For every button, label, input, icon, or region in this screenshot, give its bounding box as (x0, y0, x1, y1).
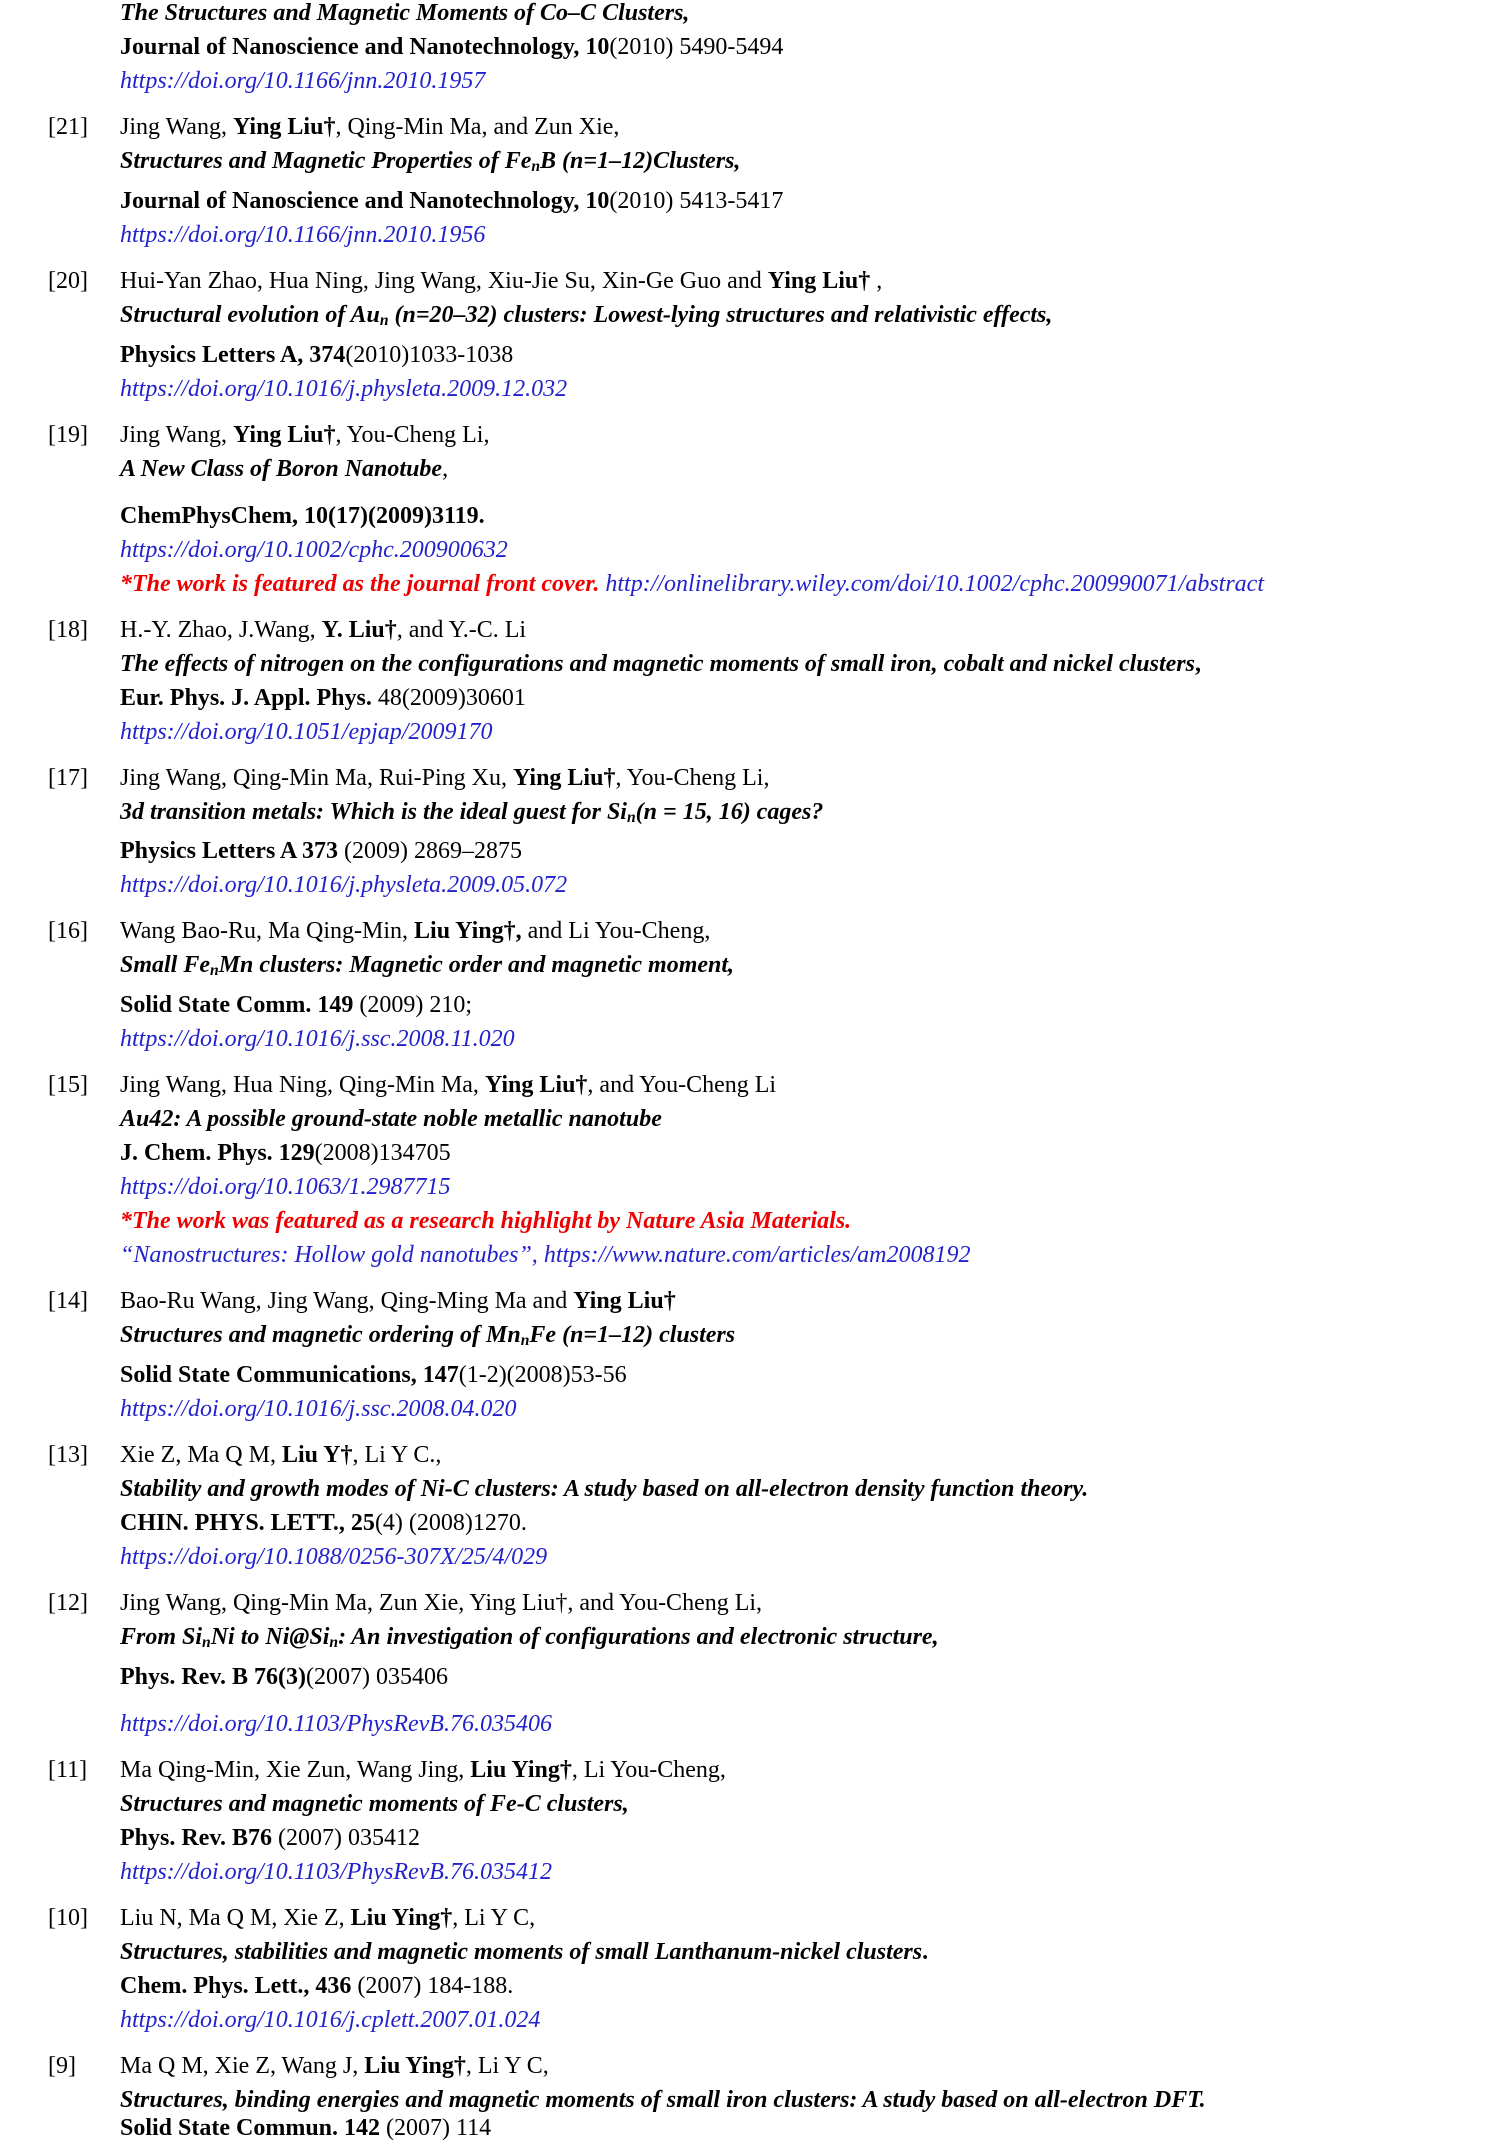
journal-text: (2007) 035406 (306, 1663, 448, 1690)
title-text: Fe (n=1–12) clusters (529, 1322, 736, 1349)
reference-entry (48, 1438, 1500, 1574)
reference-entry (48, 110, 1500, 252)
journal-text: (2010)1033-1038 (345, 341, 514, 368)
reference-doi-line (120, 1707, 1500, 1741)
title-text: Structures, stabilities and magnetic moments of small Lanthanum-nickel clusters (120, 1938, 923, 1965)
reference-authors-line (120, 1753, 1500, 1787)
reference-authors-line (120, 110, 1500, 144)
title-text: Ni to Ni@Si (210, 1623, 330, 1650)
reference-number: [19] (48, 421, 88, 448)
reference-journal-line (120, 30, 1500, 64)
reference-journal-line (120, 1660, 1500, 1694)
authors-text: Y. Liu† (321, 616, 397, 643)
hyperlink[interactable]: https://doi.org/10.1063/1.2987715 (120, 1174, 451, 1201)
journal-text: Eur. Phys. J. Appl. Phys. (120, 684, 372, 711)
reference-body (120, 1438, 1500, 1574)
authors-text: Jing Wang, Qing-Min Ma, Rui-Ping Xu, (120, 764, 513, 791)
reference-journal-line (120, 1821, 1500, 1855)
title-text: Au42: A possible ground-state noble metallic nanotube (120, 1106, 662, 1133)
reference-note-line (120, 1238, 1500, 1272)
reference-entry (48, 1753, 1500, 1889)
reference-doi-line (120, 2003, 1500, 2037)
title-text: The Structures and Magnetic Moments of Co–C Clusters, (120, 0, 690, 26)
reference-number: [16] (48, 918, 88, 945)
authors-text: and Li You-Cheng, (521, 918, 711, 945)
authors-text: Hui-Yan Zhao, Hua Ning, Jing Wang, Xiu-Jie Su, Xin-Ge Guo and (120, 267, 768, 294)
hyperlink[interactable]: https://doi.org/10.1016/j.physleta.2009.12.032 (120, 375, 568, 402)
journal-text: Physics Letters A 373 (120, 838, 338, 865)
hyperlink[interactable]: https://doi.org/10.1016/j.physleta.2009.05.072 (120, 872, 568, 899)
title-text: Mn clusters: Magnetic order and magnetic moment, (218, 952, 735, 979)
reference-doi-line (120, 1540, 1500, 1574)
reference-title-line (120, 795, 1500, 835)
journal-text: Journal of Nanoscience and Nanotechnology, 10 (120, 187, 610, 214)
reference-journal-line (120, 184, 1500, 218)
title-text: (n = 15, 16) cages? (635, 798, 824, 825)
reference-doi-line (120, 1170, 1500, 1204)
reference-doi-line (120, 64, 1500, 98)
reference-doi-line (120, 715, 1500, 749)
journal-text: ChemPhysChem, 10(17)(2009)3119. (120, 502, 485, 529)
authors-text: Ying Liu† (767, 267, 871, 294)
title-text: Small Fe (120, 952, 211, 979)
authors-text: Jing Wang, Qing-Min Ma, Zun Xie, Ying Liu†, and You-Cheng Li, (120, 1589, 763, 1616)
hyperlink[interactable]: http://onlinelibrary.wiley.com/doi/10.1002/cphc.200990071/abstract (605, 570, 1264, 597)
reference-number: [12] (48, 1589, 88, 1616)
reference-title-line (120, 647, 1500, 681)
journal-text: J. Chem. Phys. 129 (120, 1140, 315, 1167)
journal-text: (1-2)(2008)53-56 (458, 1361, 627, 1388)
reference-entry (48, 914, 1500, 1056)
authors-text: , Li Y C, (452, 1904, 536, 1931)
reference-authors-line (120, 1284, 1500, 1318)
hyperlink[interactable]: https://doi.org/10.1051/epjap/2009170 (120, 718, 493, 745)
title-text: Structures, binding energies and magnetic moments of small iron clusters: A study based on all-electron DFT. (120, 2086, 1206, 2113)
reference-authors-line (120, 2049, 1500, 2083)
authors-text: Jing Wang, (120, 114, 233, 140)
journal-text: Solid State Comm. 149 (120, 992, 354, 1019)
authors-text: Ying Liu† (512, 764, 616, 791)
reference-entry (48, 1586, 1500, 1741)
hyperlink[interactable]: https://doi.org/10.1002/cphc.200900632 (120, 536, 508, 563)
reference-number: [11] (48, 1756, 88, 1783)
reference-doi-line (120, 1855, 1500, 1889)
title-text: n (379, 311, 389, 329)
title-text: From Si (120, 1623, 203, 1650)
title-text: n (202, 1633, 211, 1651)
reference-number: [21] (48, 114, 88, 140)
authors-text: Liu Ying† (364, 2052, 466, 2079)
journal-text: Phys. Rev. B 76(3) (120, 1663, 306, 1690)
reference-number: [14] (48, 1288, 88, 1315)
title-text: Structures and Magnetic Properties of Fe (120, 148, 532, 174)
reference-journal-line (120, 338, 1500, 372)
reference-entry (48, 613, 1500, 749)
journal-text: (2010) 5490-5494 (609, 34, 784, 60)
reference-number: [20] (48, 267, 88, 294)
reference-journal-line (120, 834, 1500, 868)
authors-text: , Qing-Min Ma, and Zun Xie, (335, 114, 620, 140)
journal-text: Phys. Rev. B76 (120, 1824, 273, 1851)
reference-doi-line (120, 1392, 1500, 1426)
reference-note-line (120, 567, 1500, 601)
reference-body (120, 0, 1500, 98)
authors-text: Liu N, Ma Q M, Xie Z, (120, 1904, 351, 1931)
reference-title-line (120, 948, 1500, 988)
authors-text: , You-Cheng Li, (335, 421, 490, 448)
title-text: n (626, 808, 636, 826)
authors-text: Ma Q M, Xie Z, Wang J, (120, 2052, 365, 2079)
reference-authors-line (120, 1586, 1500, 1620)
authors-text: Jing Wang, Hua Ning, Qing-Min Ma, (120, 1072, 485, 1099)
reference-number: [13] (48, 1441, 88, 1468)
reference-title-line (120, 1620, 1500, 1660)
hyperlink[interactable]: https://doi.org/10.1016/j.cplett.2007.01.024 (120, 2006, 541, 2033)
reference-entry (48, 1284, 1500, 1426)
journal-text: 48(2009)30601 (371, 684, 526, 711)
reference-title-line (120, 1935, 1500, 1969)
authors-text: Wang Bao-Ru, Ma Qing-Min, (120, 918, 415, 945)
reference-authors-line (120, 1438, 1500, 1472)
authors-text: Xie Z, Ma Q M, (120, 1441, 282, 1468)
authors-text: , Li You-Cheng, (571, 1756, 726, 1783)
authors-text: , and Y.-C. Li (396, 616, 527, 643)
hyperlink[interactable]: https://doi.org/10.1088/0256-307X/25/4/029 (120, 1543, 548, 1570)
reference-title-line (120, 1318, 1500, 1358)
journal-text: (2008)134705 (314, 1140, 451, 1167)
title-text: (n=20–32) clusters: Lowest-lying structures and relativistic effects, (388, 301, 1053, 328)
reference-doi-line (120, 1022, 1500, 1056)
journal-text: (2009) 2869–2875 (337, 838, 522, 865)
reference-entry (48, 1068, 1500, 1272)
reference-doi-line (120, 218, 1500, 252)
reference-body (120, 418, 1500, 601)
reference-journal-line (120, 1358, 1500, 1392)
title-text: Stability and growth modes of Ni-C clusters: A study based on all-electron density function theory. (120, 1475, 1089, 1502)
reference-body (120, 1284, 1500, 1426)
reference-number: [10] (48, 1904, 88, 1931)
title-text: . (922, 1938, 929, 1965)
title-text: Structures and magnetic ordering of Mn (120, 1322, 521, 1349)
title-text: n (520, 1331, 530, 1349)
journal-text: CHIN. PHYS. LETT., 25 (120, 1509, 375, 1536)
authors-text: Ying Liu† (232, 114, 336, 140)
authors-text: Ying Liu† (232, 421, 336, 448)
journal-text: Solid State Communications, 147 (120, 1361, 459, 1388)
reference-number: [15] (48, 1072, 88, 1099)
journal-text: (2007) 114 (380, 2114, 492, 2141)
reference-journal-line (120, 1969, 1500, 2003)
reference-title-line (120, 298, 1500, 338)
title-text: , (1194, 650, 1201, 677)
reference-number: [9] (48, 2052, 76, 2079)
hyperlink[interactable]: https://doi.org/10.1016/j.ssc.2008.11.020 (120, 1026, 515, 1053)
reference-title-line (120, 1472, 1500, 1506)
title-text: n (329, 1633, 339, 1651)
authors-text: Liu Y† (281, 1441, 353, 1468)
authors-text: , and You-Cheng Li (587, 1072, 777, 1099)
title-text: B (n=1–12)Clusters, (540, 148, 741, 174)
authors-text: Liu Ying† (470, 1756, 572, 1783)
title-text: 3d transition metals: Which is the ideal guest for Si (120, 798, 627, 825)
reference-entry (48, 0, 1500, 98)
journal-text: (2007) 035412 (272, 1824, 420, 1851)
reference-entry (48, 761, 1500, 903)
reference-number (48, 0, 120, 98)
authors-text: Bao-Ru Wang, Jing Wang, Qing-Ming Ma and (120, 1288, 574, 1315)
reference-authors-line (120, 1068, 1500, 1102)
reference-title-line (120, 0, 1500, 30)
reference-title-line (120, 1102, 1500, 1136)
reference-authors-line (120, 1901, 1500, 1935)
reference-body (120, 264, 1500, 406)
title-text: : An investigation of configurations and electronic structure, (338, 1623, 939, 1650)
reference-entry (48, 418, 1500, 601)
journal-text: Solid State Commun. 142 (120, 2114, 381, 2141)
authors-text: Ma Qing-Min, Xie Zun, Wang Jing, (120, 1756, 471, 1783)
reference-authors-line (120, 264, 1500, 298)
journal-text: (2010) 5413-5417 (609, 187, 784, 214)
reference-body (120, 110, 1500, 252)
title-text: n (531, 157, 541, 175)
reference-title-line (120, 1787, 1500, 1821)
reference-number: [17] (48, 764, 88, 791)
reference-journal-line (120, 681, 1500, 715)
reference-body (120, 2049, 1500, 2145)
reference-body (120, 761, 1500, 903)
reference-doi-line (120, 372, 1500, 406)
reference-title-line (120, 144, 1500, 184)
reference-entry (48, 1901, 1500, 2037)
title-text: Structures and magnetic moments of Fe-C clusters, (120, 1790, 629, 1817)
journal-text: (4) (2008)1270. (374, 1509, 527, 1536)
journal-text: Journal of Nanoscience and Nanotechnology, 10 (120, 34, 610, 60)
reference-body (120, 1753, 1500, 1889)
reference-body (120, 1068, 1500, 1272)
reference-journal-line (120, 1136, 1500, 1170)
hyperlink[interactable]: https://doi.org/10.1166/jnn.2010.1957 (120, 68, 486, 94)
hyperlink[interactable]: https://www.nature.com/articles/am2008192 (543, 1242, 971, 1269)
title-text: , (442, 455, 449, 482)
hyperlink[interactable]: https://doi.org/10.1016/j.ssc.2008.04.020 (120, 1395, 517, 1422)
reference-doi-line (120, 868, 1500, 902)
reference-authors-line (120, 761, 1500, 795)
title-text: A New Class of Boron Nanotube (120, 455, 443, 482)
journal-text: Physics Letters A, 374 (120, 341, 346, 368)
title-text: Structural evolution of Au (120, 301, 380, 328)
reference-journal-line (120, 988, 1500, 1022)
authors-text: Liu Ying†, (414, 918, 522, 945)
authors-text: Jing Wang, (120, 421, 233, 448)
note-text: *The work was featured as a research highlight by Nature Asia Materials. (120, 1208, 852, 1235)
journal-text: (2007) 184-188. (351, 1972, 514, 1999)
reference-note-line (120, 1204, 1500, 1238)
reference-title-line (120, 452, 1500, 486)
authors-text: , Li Y C., (352, 1441, 442, 1468)
reference-journal-line (120, 499, 1500, 533)
reference-authors-line (120, 613, 1500, 647)
title-text: The effects of nitrogen on the configurations and magnetic moments of small iron, cobalt and nickel clusters (120, 650, 1195, 677)
authors-text: , Li Y C, (465, 2052, 549, 2079)
reference-authors-line (120, 418, 1500, 452)
hyperlink[interactable]: https://doi.org/10.1103/PhysRevB.76.035412 (120, 1858, 552, 1885)
journal-text: Chem. Phys. Lett., 436 (120, 1972, 352, 1999)
journal-text: (2009) 210; (353, 992, 472, 1019)
reference-doi-line (120, 533, 1500, 567)
reference-entry (48, 264, 1500, 406)
reference-body (120, 1901, 1500, 2037)
authors-text: Ying Liu† (573, 1288, 676, 1315)
reference-entry (48, 2049, 1500, 2145)
reference-body (120, 613, 1500, 749)
reference-number: [18] (48, 616, 88, 643)
hyperlink[interactable]: https://doi.org/10.1103/PhysRevB.76.035406 (120, 1710, 552, 1737)
reference-authors-line (120, 914, 1500, 948)
note-text: *The work is featured as the journal front cover. (120, 570, 600, 597)
authors-text: , (870, 267, 883, 294)
reference-journal-line (120, 1506, 1500, 1540)
reference-body (120, 914, 1500, 1056)
reference-body (120, 1586, 1500, 1741)
authors-text: H.-Y. Zhao, J.Wang, (120, 616, 322, 643)
authors-text: , You-Cheng Li, (615, 764, 770, 791)
authors-text: Liu Ying† (350, 1904, 453, 1931)
title-text: n (210, 962, 219, 980)
hyperlink[interactable]: https://doi.org/10.1166/jnn.2010.1956 (120, 221, 486, 248)
authors-text: Ying Liu† (484, 1072, 588, 1099)
note-text: “Nanostructures: Hollow gold nanotubes”, (120, 1242, 544, 1269)
